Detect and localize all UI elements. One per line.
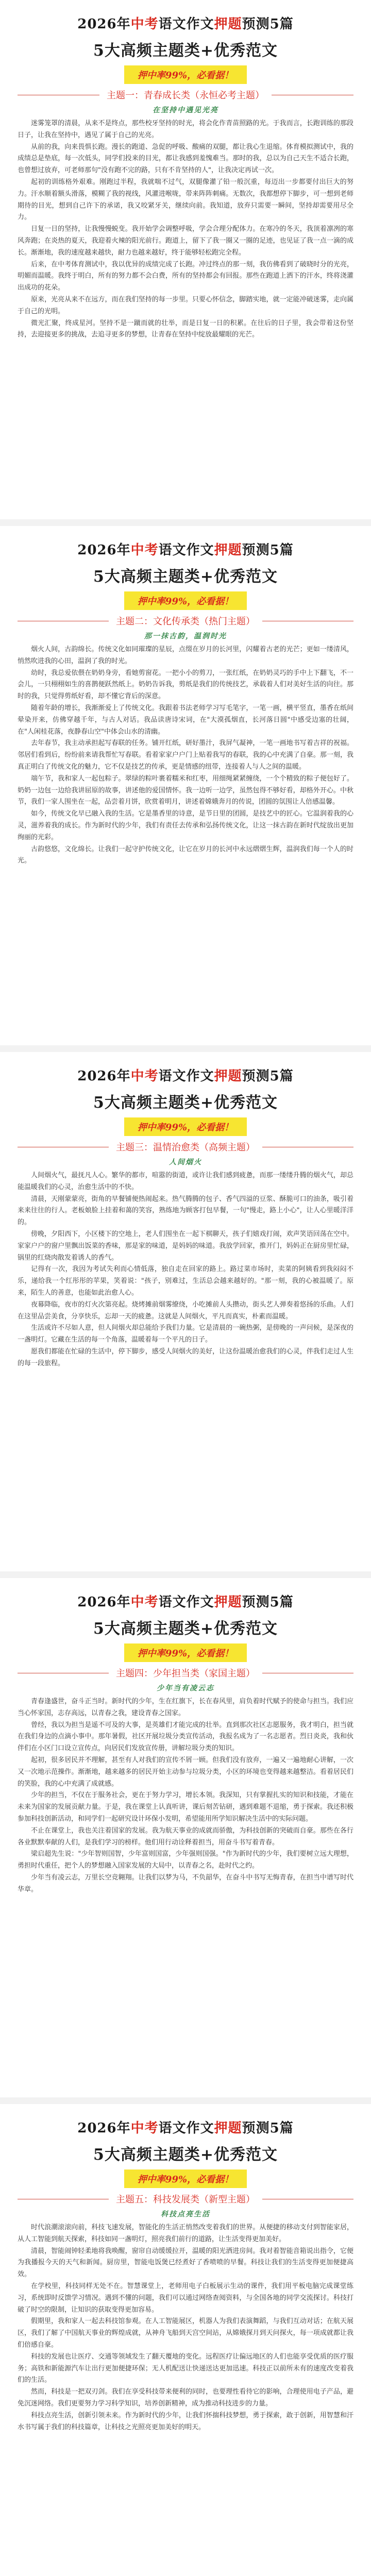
- title-year: 2026年: [77, 2121, 131, 2136]
- highlight-banner: 押中率99%，必看据！: [124, 1117, 247, 1136]
- paragraph: 在学校里，科技同样无处不在。智慧课堂上，老师用电子白板展示生动的课件，我们用平板电脑完成课堂练习，系统即时反馈学习情况。遇到不懂的问题，我们可以通过网络查阅资料，与全国各地的同学交流探讨。科技打破了时空的限制，让知识的获取变得更加容易。: [18, 2282, 353, 2314]
- title-year: 2026年: [77, 1595, 131, 1610]
- paragraph: 假期里，我和家人一起去科技馆参观。在人工智能展区，机器人为我们表演舞蹈，与我们互动对话；在航天展区，我们了解了中国航天事业的辉煌成就，从神舟飞船到天宫空间站，从嫦娥探月到天问探火，每一项成就都让我们倍感自豪。: [18, 2317, 353, 2349]
- banner-wrap: [18, 1117, 353, 1136]
- paragraph: 少年当有凌云志，万里长空竞翱翔。让我们以梦为马，不负韶华，在奋斗中书写无悔青春，在担当中谱写时代华章。: [18, 1873, 353, 1893]
- theme-label: [109, 2192, 262, 2206]
- page-title: [18, 1065, 353, 1084]
- paragraph: 夜幕降临，夜市的灯火次第亮起。烧烤摊前烟雾缭绕，小吃摊前人头攒动，街头艺人弹奏着悠扬的乐曲。人们在这里品尝美食，分享快乐，忘却一天的疲惫。这就是人间烟火，平凡而真实，朴素而温暖。: [18, 1300, 353, 1320]
- article-body: [18, 1696, 353, 1896]
- page-subtitle: 5大高频主题类+优秀范文: [93, 568, 278, 586]
- highlight-banner: 押中率99%，必看据！: [124, 591, 247, 610]
- highlight-banner: 押中率99%，必看据！: [124, 1643, 247, 1662]
- title-highlight-predict: 押题: [214, 1069, 242, 1084]
- essay-page: [0, 526, 371, 1045]
- article-body: [18, 644, 353, 867]
- theme-label: [109, 1666, 262, 1680]
- article-title: 少年当有凌云志: [157, 1684, 214, 1692]
- paragraph: 青春逢盛世，奋斗正当时。新时代的少年，生在红旗下，长在春风里，肩负着时代赋予的使命与担当。我们应当心怀家国，志存高远，以青春之我，建设青春之国家。: [18, 1698, 353, 1717]
- theme-tag: （新型主题）: [199, 2194, 255, 2205]
- title-subject: 语文作文: [158, 1069, 214, 1084]
- theme-label: [109, 1140, 262, 1154]
- paragraph: 日复一日的坚持，让我慢慢蜕变。我开始学会调整呼吸，学会合理分配体力。在寒冷的冬天，我顶着凛冽的寒风奔跑；在炎热的夏天，我迎着火辣的阳光前行。跑道上，留下了我一圈又一圈的足迹，也见证了我一点一滴的成长。渐渐地，我的速度越来越快，耐力也越来越好，终于能够轻松跑完全程。: [18, 225, 353, 257]
- title-subject: 语文作文: [158, 1595, 214, 1610]
- theme-tag: （高频主题）: [199, 1142, 255, 1153]
- title-highlight-exam: 中考: [130, 1069, 159, 1084]
- banner-wrap: [18, 65, 353, 84]
- article-body: [18, 2222, 353, 2433]
- title-highlight-predict: 押题: [214, 543, 242, 558]
- paragraph: 清晨，智能闹钟轻柔地将我唤醒，窗帘自动缓缓拉开，温暖的阳光洒进房间。我对着智能音箱说出指令，它便为我播报今天的天气和新闻。厨房里，智能电饭煲已经煮好了香喷喷的早餐。科技让我们的生活变得更加便捷高效。: [18, 2247, 353, 2279]
- title-count: 预测5篇: [242, 2121, 294, 2136]
- page-separator: [0, 519, 371, 526]
- title-subject: 语文作文: [158, 2121, 214, 2136]
- essay-page: [0, 0, 371, 519]
- page-subtitle: 5大高频主题类+优秀范文: [93, 2146, 278, 2164]
- highlight-banner: 押中率99%，必看据！: [124, 65, 247, 84]
- paragraph: 端午节，我和家人一起包粽子。翠绿的粽叶裹着糯米和红枣，用细绳紧紧缠绕，一个个精致的粽子便包好了。奶奶一边包一边给我讲屈原的故事，讲述他的爱国情怀。我一边听一边学，虽然包得不够好看，却格外开心。中秋节，我们一家人围坐在一起，品尝着月饼，欣赏着明月，讲述着嫦娥奔月的传说，团圆的氛围让人倍感温馨。: [18, 774, 353, 806]
- paragraph: 幼时，我总爱依偎在奶奶身旁，看她剪窗花。一把小小的剪刀，一张红纸，在奶奶灵巧的手中上下翻飞，不一会儿，一只栩栩如生的喜鹊便跃然纸上。奶奶告诉我，剪纸是我们的传统技艺，承载着人们对美好生活的向往。那时的我，只觉得剪纸好看，却不懂它背后的深意。: [18, 669, 353, 701]
- title-count: 预测5篇: [242, 1069, 294, 1084]
- title-year: 2026年: [77, 16, 131, 32]
- paragraph: 后来，在中考体育测试中，我以优异的成绩完成了长跑。冲过终点的那一刻，我仿佛看到了破晓时分的光亮，明媚而温暖。我终于明白，所有的努力都不会白费，所有的坚持都会有回报。那些在跑道上洒下的汗水，终将浇灌出成功的花朵。: [18, 260, 353, 292]
- theme-tag: （家国主题）: [199, 1668, 255, 1679]
- title-year: 2026年: [77, 543, 131, 558]
- article-title: 科技点亮生活: [161, 2210, 210, 2218]
- theme-row: [18, 2192, 353, 2206]
- paragraph: 起初，很多居民并不理解，甚至有人对我们的宣传不屑一顾。但我们没有放弃，一遍又一遍地耐心讲解，一次又一次地示范操作。渐渐地，越来越多的居民开始主动参与垃圾分类，小区的环境也变得越来越整洁。看着居民们的笑脸，我的心中充满了成就感。: [18, 1756, 353, 1788]
- paragraph: 微光汇聚，终成星河。坚持不是一蹴而就的壮举，而是日复一日的积累。在往后的日子里，我会带着这份坚持，去迎接更多的挑战，去追寻更多的梦想，让青春在坚持中绽放最耀眼的光芒。: [18, 319, 353, 339]
- paragraph: 烟火人间，古韵绵长。传统文化如同璀璨的星辰，点缀在岁月的长河里，闪耀着古老的光芒；更如一缕清风，悄然吹进我的心田，温润了我的时光。: [18, 646, 353, 665]
- page-separator: [0, 1045, 371, 1052]
- paragraph: 记得有一次，我因为考试失利而心情低落，独自走在回家的路上。路过菜市场时，卖菜的阿姨看到我闷闷不乐，递给我一个红彤彤的苹果，笑着说："孩子，别难过，生活总会越来越好的。"那一刻，我的心被温暖了。原来，陌生人的善意，也能如此治愈人心。: [18, 1265, 353, 1297]
- page-subtitle: 5大高频主题类+优秀范文: [93, 1620, 278, 1638]
- theme-row: [18, 1140, 353, 1154]
- paragraph: 傍晚，夕阳西下，小区楼下的空地上，老人们围坐在一起下棋聊天，孩子们嬉戏打闹，欢声笑语回荡在空中。家家户户的窗户里飘出饭菜的香味，那是家的味道，是妈妈的味道。我放学回家，推开门，妈妈正在厨房里忙碌，锅里的红烧肉散发着诱人的香气。: [18, 1230, 353, 1262]
- essay-page: [0, 1052, 371, 1571]
- theme-row: [18, 614, 353, 628]
- theme-label: [109, 614, 262, 628]
- title-count: 预测5篇: [242, 16, 294, 32]
- theme-name: 主题一：青春成长类: [107, 90, 190, 101]
- paragraph: 生活或许不尽如人意，但人间烟火却总能给予我们力量。它是清晨的一碗热粥，是傍晚的一声问候，是深夜的一盏明灯。它藏在生活的每一个角落，温暖着每一个平凡的日子。: [18, 1324, 353, 1344]
- paragraph: 迷雾笼罩的清晨，从来不是终点，那些校牙坚持的时光，将会化作青苗照路的光。于我而言，长跑训练的那段日子，让我在坚持中，遇见了属于自己的光亮。: [18, 120, 353, 139]
- paragraph: 少年的担当，不仅在于服务社会，更在于努力学习，增长本领。我深知，只有掌握扎实的知识和技能，才能在未来为国家的发展贡献力量。于是，我在课堂上认真听讲，课后刻苦钻研，遇到难题不退缩，勇于探索。我还积极参加科技创新活动，和同学们一起研究设计环保小发明，希望能用所学知识解决生活中的实际问题。: [18, 1791, 353, 1823]
- title-highlight-exam: 中考: [130, 16, 159, 32]
- page-title: [18, 1591, 353, 1611]
- paragraph: 去年春节，我主动承担起写春联的任务。铺开红纸，研好墨汁，我屏气凝神，一笔一画地书写着吉祥的祝福。邻居们看到后，纷纷前来请我帮忙写春联。看着家家户户门上贴着我写的春联，我的心中充满了自豪。那一刻，我真正明白了传统文化的魅力，它不仅是技艺的传承，更是情感的纽带，连接着人与人之间的温暖。: [18, 739, 353, 771]
- article-body: [18, 118, 353, 341]
- title-highlight-exam: 中考: [130, 1595, 159, 1610]
- paragraph: 起初的训练格外艰难。刚跑过半程，我就喘不过气，双腿像灌了铅一般沉重，每迈出一步都要付出巨大的努力。汗水顺着额头滑落，模糊了我的视线，风灌进喉咙，带来阵阵刺痛。无数次，我都想停下脚步，可一想到老师期待的目光，想到自己许下的承诺，我又咬紧牙关，继续向前。我知道，放弃只需要一瞬间，坚持却需要用尽全力。: [18, 178, 353, 222]
- title-count: 预测5篇: [242, 543, 294, 558]
- paragraph: 人间烟火气，最抚凡人心。繁华的都市，喧嚣的街道，或许让我们感到疲惫，而那一缕缕升腾的烟火气，却总能温暖我们的心灵，治愈生活中的不快。: [18, 1172, 353, 1191]
- paragraph: 原来，光亮从来不在远方，而在我们坚持的每一步里。只要心怀信念，脚踏实地，就一定能冲破迷雾，走向属于自己的光明。: [18, 295, 353, 315]
- page-title: [18, 2117, 353, 2137]
- paragraph: 科技点亮生活，创新引领未来。作为新时代的少年，让我们怀揣科技梦想，勇于探索，敢于创新，用智慧和汗水书写属于我们的科技篇章，让科技之光照亮更加美好的明天。: [18, 2411, 353, 2431]
- page-separator: [0, 1571, 371, 1578]
- title-subject: 语文作文: [158, 543, 214, 558]
- theme-row: [18, 1666, 353, 1680]
- theme-row: [18, 88, 353, 101]
- banner-wrap: [18, 1643, 353, 1662]
- article-title: 人间烟火: [169, 1158, 202, 1166]
- paragraph: 梁启超先生说："少年智则国智，少年富则国富，少年强则国强。"作为新时代的少年，我们要树立远大理想，勇担时代重任，把个人的梦想融入国家发展的大局中，以青春之名，赴时代之约。: [18, 1850, 353, 1870]
- highlight-banner: 押中率99%，必看据！: [124, 2170, 247, 2188]
- essay-page: [0, 1578, 371, 2097]
- title-subject: 语文作文: [158, 16, 214, 32]
- essay-page: [0, 2104, 371, 2576]
- banner-wrap: [18, 591, 353, 610]
- theme-name: 主题四：少年担当类: [116, 1668, 199, 1679]
- page-subtitle: 5大高频主题类+优秀范文: [93, 42, 278, 60]
- paragraph: 古韵悠悠，文化绵长。让我们一起守护传统文化，让它在岁月的长河中永远熠熠生辉，温润我们每一个人的时光。: [18, 845, 353, 865]
- title-count: 预测5篇: [242, 1595, 294, 1610]
- theme-tag: （永恒必考主题）: [190, 90, 264, 101]
- page-separator: [0, 2097, 371, 2104]
- paragraph: 不止在课堂上，我也关注着国家的发展。我为航天事业的成就而骄傲，为科技创新的突破而自豪。那些在各行各业默默奉献的人们，是我们学习的榜样。他们用行动诠释着担当，用奋斗书写着青春。: [18, 1826, 353, 1846]
- title-highlight-exam: 中考: [130, 2121, 159, 2136]
- theme-tag: （热门主题）: [199, 616, 255, 627]
- theme-label: [99, 88, 272, 101]
- paragraph: 从前的我，向来畏惧长跑。漫长的跑道、急促的呼吸、酸痛的双腿，都让我心生退缩。体育模拟测试中，我的成绩总是垫底，每一次低头，同学们投来的目光，都让我感到羞愧难当。那时的我，总以为自己天生不适合长跑，也曾想过放弃，可老师那句"没有跑不完的路，只有不肯坚持的人"，让我决定再试一次。: [18, 143, 353, 175]
- article-title: 那一抹古韵，温润时光: [144, 632, 227, 640]
- paragraph: 清晨，天刚蒙蒙亮，街角的早餐铺便热闹起来。热气腾腾的包子、香气四溢的豆浆、酥脆可口的油条，吸引着来来往往的行人。老板娘脸上挂着和蔼的笑容，熟练地为顾客打包早餐，一句"慢走，路上小心"，让人心里暖洋洋的。: [18, 1195, 353, 1227]
- article-title: 在坚持中遇见光亮: [153, 106, 218, 114]
- theme-name: 主题二：文化传承类: [116, 616, 199, 627]
- banner-wrap: [18, 2170, 353, 2188]
- paragraph: 如今，传统文化早已融入我的生活。它是墨香里的诗意，是节日里的团圆，是技艺中的匠心。它温润着我的心灵，滋养着我的成长。作为新时代的少年，我们有责任去传承和弘扬传统文化，让这一抹古韵在新时代绽放出更加绚丽的光彩。: [18, 810, 353, 841]
- title-highlight-exam: 中考: [130, 543, 159, 558]
- page-title: [18, 13, 353, 32]
- page-subtitle: 5大高频主题类+优秀范文: [93, 1094, 278, 1112]
- theme-name: 主题三：温情治愈类: [116, 1142, 199, 1153]
- title-year: 2026年: [77, 1069, 131, 1084]
- page-title: [18, 539, 353, 558]
- title-highlight-predict: 押题: [214, 2121, 242, 2136]
- paragraph: 然而，科技是一把双刃剑。我们在享受科技带来便利的同时，也要理性看待它的影响，合理使用电子产品，避免沉迷网络。我们更要努力学习科学知识，培养创新精神，成为推动科技进步的力量。: [18, 2388, 353, 2408]
- theme-name: 主题五：科技发展类: [116, 2194, 199, 2205]
- paragraph: 时代浪潮滚滚向前，科技飞速发展，智能化的生活正悄然改变着我们的世界。从便捷的移动支付到智能家居，从人工智能到航天探索，科技如同一盏明灯，照亮我们前行的道路，让生活变得更加美好。: [18, 2224, 353, 2243]
- title-highlight-predict: 押题: [214, 1595, 242, 1610]
- paragraph: 随着年龄的增长，我渐渐爱上了传统文化。我跟着书法老师学习写毛笔字，一笔一画，横平竖直，墨香在纸间晕染开来，仿佛穿越千年，与古人对话。我品读唐诗宋词，在"大漠孤烟直，长河落日圆"中感受边塞的壮阔，在"人闲桂花落，夜静春山空"中体会山水的清幽。: [18, 704, 353, 736]
- paragraph: 愿我们都能在忙碌的生活中，停下脚步，感受人间烟火的美好，让这份温暖治愈我们的心灵，伴我们走过人生的每一段旅程。: [18, 1347, 353, 1367]
- article-body: [18, 1170, 353, 1370]
- title-highlight-predict: 押题: [214, 16, 242, 32]
- paragraph: 科技的发展也让医疗、交通等领域发生了翻天覆地的变化。远程医疗让偏远地区的人们也能享受优质的医疗服务；高铁和新能源汽车让出行更加便捷环保；无人机配送让快递送达更加迅速。科技正以前所未有的速度改变着我们的生活。: [18, 2352, 353, 2384]
- paragraph: 曾经，我以为担当是遥不可及的大事，是英雄们才能完成的壮举。直到那次社区志愿服务，我才明白，担当就在我们身边的点滴小事中。那年暑假，社区开展垃圾分类宣传活动，我报名成为了一名志愿者。烈日炎炎，我和伙伴们在小区门口设立宣传点，向居民们发放宣传册，讲解垃圾分类的知识。: [18, 1721, 353, 1753]
